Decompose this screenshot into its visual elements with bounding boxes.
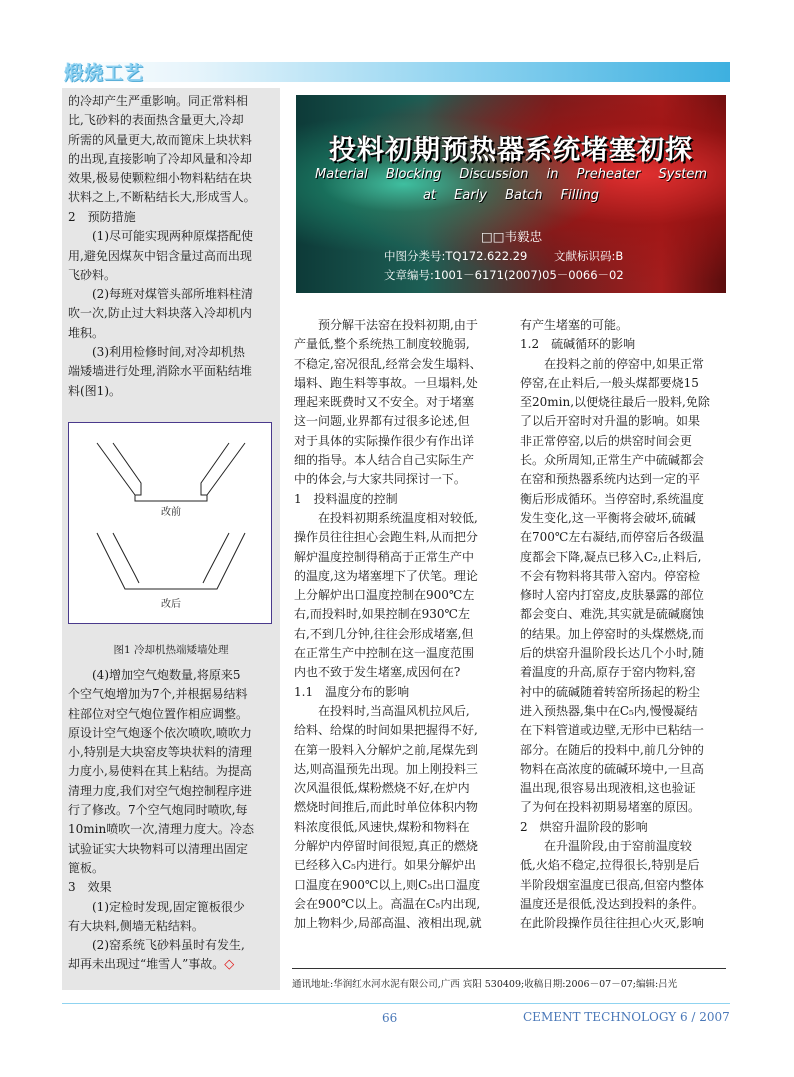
- text-line: 上分解炉出口温度控制在900℃左: [294, 588, 475, 603]
- section-title: 煅烧工艺: [64, 62, 145, 84]
- address-footnote: 通讯地址:华润红水河水泥有限公司,广西 宾阳 530409;收稿日期:2006－07－07;编辑:吕光: [292, 979, 678, 990]
- text-line: 在窑和预热器系统内达到一定的平: [520, 472, 701, 487]
- text-line: 燃烧时间推后,而此时单位体积内物: [294, 800, 478, 815]
- text-line: 篦板。: [68, 860, 105, 875]
- text-line: 的温度,这为堵塞埋下了伏笔。理论: [294, 568, 478, 583]
- wall-inner-after: [113, 533, 139, 583]
- text-line: 吹一次,防止过大料块落入冷却机内: [68, 306, 252, 321]
- result-item-1: [68, 898, 274, 937]
- right-column: [520, 316, 726, 934]
- text-line: (1)尽可能实现两种原煤搭配使: [92, 229, 253, 244]
- text-line: 停窑,在止料后,一般头煤都要烧15: [520, 375, 699, 390]
- measure-item-2: [68, 285, 274, 343]
- text-line: 比,飞砂料的表面热含量更大,冷却: [68, 113, 244, 128]
- footnote-rule: [292, 968, 726, 969]
- text-line: 着温度的升高,原存于窑内物料,窑: [520, 665, 696, 680]
- text-line: 这一问题,业界都有过很多论述,但: [294, 414, 470, 429]
- text-line: 衡后形成循环。当停窑时,系统温度: [520, 491, 704, 506]
- text-line: 次风温很低,煤粉燃烧不好,在炉内: [294, 781, 470, 796]
- text-line: (3)利用检修时间,对冷却机热: [92, 345, 245, 360]
- text-line: 的结果。加上停窑时的头煤燃烧,而: [520, 626, 704, 641]
- text-line: 在正常生产中控制在这一温度范围: [294, 646, 475, 661]
- text-line: 会在900℃以上。高温在C₅内出现,: [294, 896, 481, 911]
- text-line: 个空气炮增加为7个,并根据易结料: [68, 687, 248, 702]
- text-line: 温出现,很容易出现液相,这也验证: [520, 781, 696, 796]
- text-line: 端矮墙进行处理,消除水平面粘结堆: [68, 364, 252, 379]
- text-line: 原设计空气炮逐个依次喷吹,喷吹力: [68, 725, 252, 740]
- text-line: 堆积。: [68, 325, 105, 340]
- page-bottom-rule: [62, 1003, 730, 1004]
- text-line: 长。众所周知,正常生产中硫碱都会: [520, 453, 704, 468]
- text-line: 右,不到几分钟,往往会形成堵塞,但: [294, 626, 474, 641]
- figure-label-after: 改后: [161, 599, 181, 610]
- text-line: 了以后开窑时对升温的影响。如果: [520, 414, 701, 429]
- text-line: 操作员往往担心会跑生料,从而把分: [294, 530, 478, 545]
- text-line: 温度还是很低,没达到投料的条件。: [520, 896, 704, 911]
- left-column-intro: [68, 92, 274, 208]
- cooler-wall-diagram: [69, 423, 271, 623]
- text-line: (2)每班对煤管头部所堆料柱清: [92, 287, 253, 302]
- text-line: 后的烘窑升温阶段长达几个小时,随: [520, 646, 704, 661]
- text-line: 清理力度,我们对空气炮控制程序进: [68, 783, 252, 798]
- text-line: 在第一股料入分解炉之前,尾煤先到: [294, 742, 478, 757]
- text-line: 都会变白、难洗,其实就是硫碱腐蚀: [520, 607, 704, 622]
- text-line: 料(图1)。: [68, 383, 121, 398]
- text-line: 物料在高浓度的硫碱环境中,一旦高: [520, 761, 704, 776]
- text-line: 修时人窑内打窑皮,皮肤暴露的部位: [520, 588, 704, 603]
- text-line: 加上物料少,局部高温、液相出现,就: [294, 916, 482, 931]
- wall-inner-after-right: [203, 533, 229, 583]
- article-title-english-line2: at Early Batch Filling: [422, 188, 600, 203]
- text-line: 小,特别是大块窑皮等块状料的清理: [68, 745, 252, 760]
- text-line: 柱部位对空气炮位置作相应调整。: [68, 706, 249, 721]
- text-line: 在下料管道或边壁,无形中已粘结一: [520, 723, 704, 738]
- text-line: 的出现,直接影响了冷却风量和冷却: [68, 151, 252, 166]
- text-line: 细的指导。本人结合自己实际生产: [294, 453, 475, 468]
- text-line: 解炉温度控制得稍高于正常生产中: [294, 549, 475, 564]
- figure-caption: 图1 冷却机热端矮墙处理: [113, 644, 229, 656]
- article-title-banner: [296, 95, 726, 293]
- wall-shape-after: [97, 533, 245, 589]
- text-line: 不会有物料将其带入窑内。停窑检: [520, 568, 701, 583]
- text-line: 半阶段烟室温度已很高,但窑内整体: [520, 877, 704, 892]
- text-line: 衬中的硫碱随着转窑所扬起的粉尘: [520, 684, 701, 699]
- section-heading: 1.1 温度分布的影响: [294, 684, 410, 699]
- text-line: 低,火焰不稳定,拉得很长,特别是后: [520, 858, 700, 873]
- text-line: 飞砂料。: [68, 267, 117, 282]
- text-line: 塌料、跑生料等事故。一旦塌料,处: [294, 375, 478, 390]
- text-line: 有产生堵塞的可能。: [520, 318, 629, 332]
- left-column-measures: [68, 208, 274, 401]
- section-heading: 1.2 硫碱循环的影响: [520, 337, 636, 352]
- text-line: 非正常停窑,以后的烘窑时间会更: [520, 433, 692, 448]
- text-line: 在投料初期系统温度相对较低,: [318, 510, 478, 525]
- text-line: 用,避免因煤灰中铝含量过高而出现: [68, 248, 252, 263]
- text-line: 部分。在随后的投料中,前几分钟的: [520, 742, 704, 757]
- text-line: 至20min,以便烧往最后一股料,免除: [520, 395, 710, 410]
- result-item-2: [68, 936, 274, 975]
- header-band: [62, 62, 730, 82]
- journal-name: CEMENT TECHNOLOGY 6 / 2007: [523, 1010, 730, 1024]
- text-line: 料浓度很低,风速快,煤粉和物料在: [294, 819, 470, 834]
- text-line: 却再未出现过“堆雪人”事故。◇: [68, 957, 235, 973]
- text-line: 对于具体的实际操作很少有作出详: [294, 433, 475, 448]
- page-number: 66: [382, 1011, 398, 1025]
- document-code: 文献标识码:B: [554, 249, 624, 263]
- text-line: 力度小,易使料在其上粘结。为提高: [68, 764, 252, 779]
- text-line: 给料、给煤的时间如果把握得不好,: [294, 723, 478, 738]
- figure-label-before: 改前: [161, 507, 181, 518]
- text-line: 所需的风量更大,故而篦床上块状料: [68, 132, 252, 147]
- article-end-mark: ◇: [224, 957, 235, 973]
- text-line: 口温度在900℃以上,则C₅出口温度: [294, 877, 481, 892]
- article-author: □□韦毅忠: [481, 229, 543, 244]
- measure-item-3: [68, 343, 274, 401]
- text-line: 10min喷吹一次,清理力度大。冷态: [68, 822, 255, 837]
- text-line: 行了修改。7个空气炮同时喷吹,每: [68, 803, 248, 818]
- text-line: 预分解干法窑在投料初期,由于: [318, 318, 478, 332]
- text-line: 分解炉内停留时间很短,真正的燃烧: [294, 839, 478, 854]
- wall-inner-before-right: [201, 443, 229, 495]
- text-line: 内也不致于发生堵塞,成因何在?: [294, 665, 461, 680]
- text-line: 在此阶段操作员往往担心火灭,影响: [520, 916, 704, 931]
- text-line: 度都会下降,凝点已移入C₂,止料后,: [520, 549, 702, 564]
- text-line: 状料之上,不断粘结长大,形成雪人。: [68, 190, 256, 205]
- section-heading: 1 投料温度的控制: [294, 491, 398, 506]
- text-line: 在升温阶段,由于窑前温度较: [544, 839, 692, 854]
- text-line: 产量低,整个系统热工制度较脆弱,: [294, 337, 470, 352]
- text-line: 右,而投料时,如果控制在930℃左: [294, 607, 470, 622]
- article-number: 文章编号:1001－6171(2007)05－0066－02: [384, 268, 624, 282]
- section-heading: 2 烘窑升温阶段的影响: [520, 819, 648, 834]
- text-line: (1)定检时发现,固定篦板很少: [92, 899, 245, 914]
- measure-item-1: [68, 227, 274, 285]
- heading-results: 3 效果: [68, 880, 112, 895]
- text-line: 在700℃左右凝结,而停窑后各级温: [520, 530, 705, 545]
- article-title-english-line1: Material Blocking Discussion in Preheater System: [314, 167, 708, 182]
- text-line: 理起来既费时又不安全。对于堵塞: [294, 395, 475, 410]
- article-title: 投料初期预热器系统堵塞初探: [329, 135, 693, 166]
- text-line: (2)窑系统飞砂料虽时有发生,: [92, 938, 245, 953]
- text-line: (4)增加空气炮数量,将原来5: [92, 668, 241, 682]
- text-line: 有大块料,侧墙无粘结料。: [68, 918, 204, 933]
- clc-number: 中图分类号:TQ172.622.29: [384, 249, 528, 263]
- text-line: 在投料之前的停窑中,如果正常: [544, 356, 704, 371]
- middle-column: [294, 316, 500, 934]
- measure-item-4: [68, 666, 274, 878]
- heading-prevention: 2 预防措施: [68, 210, 136, 224]
- text-line: 试验证实大块物料可以清理出固定: [68, 841, 249, 856]
- text-line: 达,则高温预先出现。加上刚投料三: [294, 761, 478, 776]
- text-line: 了为何在投料初期易堵塞的原因。: [520, 800, 701, 815]
- figure-cooler-wall: [68, 422, 272, 624]
- text-line: 在投料时,当高温风机拉风后,: [318, 703, 470, 718]
- text-line: 进入预热器,集中在C₅内,慢慢凝结: [520, 703, 698, 718]
- text-line: 已经移入C₅内进行。如果分解炉出: [294, 858, 476, 873]
- text-line: 的冷却产生严重影响。同正常料相: [68, 94, 249, 108]
- wall-inner-before: [113, 443, 141, 495]
- text-line: 发生变化,这一平衡将会破坏,硫碱: [520, 510, 696, 525]
- text-line: 不稳定,窑况很乱,经常会发生塌料、: [294, 356, 482, 371]
- text-line: 中的体会,与大家共同探讨一下。: [294, 472, 466, 487]
- left-column-lower: [68, 666, 274, 975]
- text-line: 效果,极易使颗粒细小物料粘结在块: [68, 171, 252, 186]
